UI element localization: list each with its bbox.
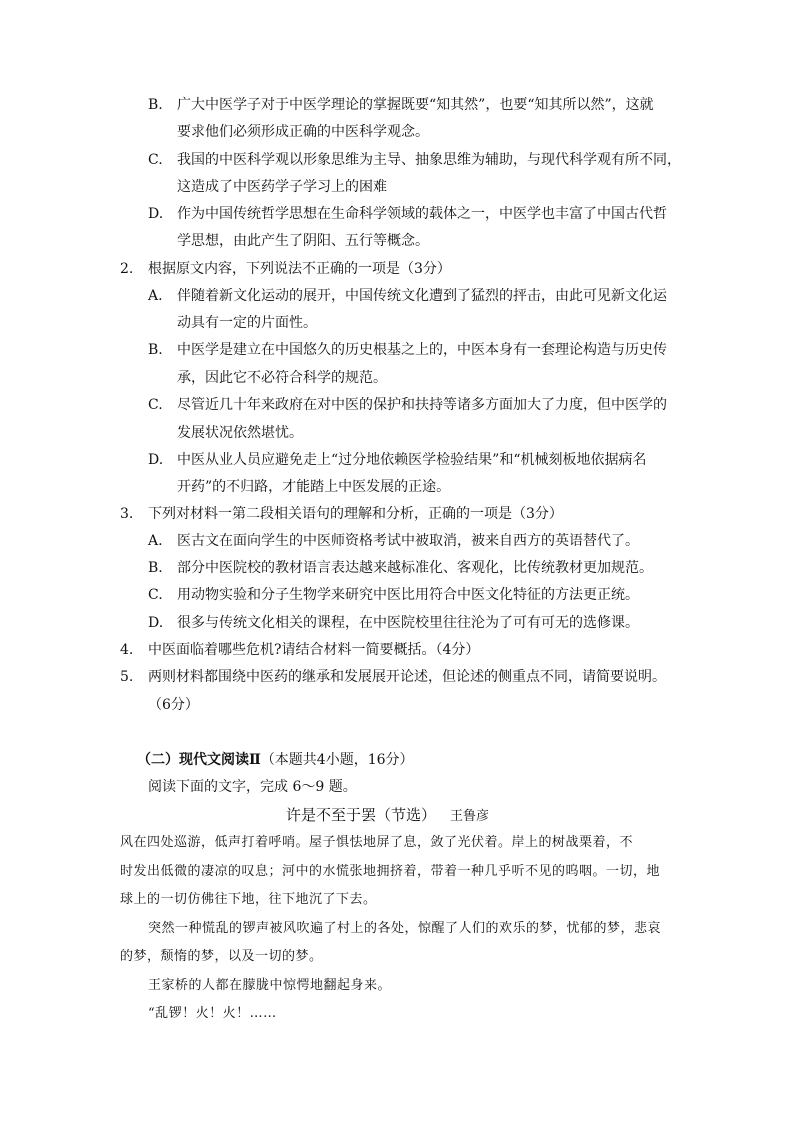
q1-option-c-letter: C.: [148, 152, 163, 168]
q1-option-d-letter: D.: [148, 206, 164, 222]
q3-option-b-line1: 部分中医院校的教材语言表达越来越标准化、客观化，比传统教材更加规范。: [177, 560, 653, 576]
q4-stem: 中医面临着哪些危机?请结合材料一简要概括。（4分）: [148, 642, 480, 658]
passage-line-3: 球上的一切仿佛往下地，往下地沉了下去。: [120, 892, 377, 907]
q2-option-b-line1: 中医学是建立在中国悠久的历史根基之上的，中医本身有一套理论构造与历史传: [177, 342, 667, 358]
q2-option-a-letter: A.: [148, 288, 163, 304]
q1-option-b-line1: 广大中医学子对于中医学理论的掌握既要“知其然”，也要“知其所以然”，这就: [177, 97, 654, 113]
passage-line-2: 时发出低微的凄凉的叹息；河中的水慌张地拥挤着，带着一种几乎听不见的呜咽。一切，地: [120, 864, 661, 879]
q2-option-c-line1: 尽管近几十年来政府在对中医的保护和扶持等诸多方面加大了力度，但中医学的: [177, 397, 667, 413]
q2-stem: 根据原文内容，下列说法不正确的一项是（3分）: [148, 261, 451, 277]
q1-option-c-line2: 这造成了中医药学子学习上的困难: [177, 179, 387, 195]
q1-option-b-line2: 要求他们必须形成正确的中医科学观念。: [177, 124, 429, 140]
section2-heading: [137, 751, 414, 769]
q3-option-c-line1: 用动物实验和分子生物学来研究中医比用符合中医文化特征的方法更正统。: [177, 587, 639, 603]
q1-option-b-letter: B.: [148, 97, 163, 113]
passage-title: 许是不至于罢（节选）: [286, 806, 437, 824]
section2-instruction: 阅读下面的文字，完成 6～9 题。: [148, 779, 357, 795]
section2-heading-bold: （二）现代文阅读Ⅱ: [137, 752, 261, 768]
q2-option-d-line2: 开药”的不归路，才能踏上中医发展的正途。: [177, 479, 451, 495]
passage-line-6: 王家桥的人都在朦胧中惊愕地翻起身来。: [148, 978, 392, 993]
q3-number: 3.: [120, 506, 134, 522]
q2-option-b-line2: 承，因此它不必符合科学的规范。: [177, 370, 387, 386]
q2-option-c-line2: 发展状况依然堪忧。: [177, 425, 303, 441]
q3-option-c-letter: C.: [148, 587, 163, 603]
section2-heading-rest: （本题共4小题，16分）: [260, 752, 414, 768]
q3-option-b-letter: B.: [148, 560, 163, 576]
passage-author: 王鲁彦: [450, 809, 490, 824]
q3-option-a-letter: A.: [148, 533, 163, 549]
q2-number: 2.: [120, 261, 134, 277]
q1-option-d-line1: 作为中国传统哲学思想在生命科学领域的载体之一，中医学也丰富了中国古代哲: [177, 206, 667, 222]
q5-number: 5.: [120, 669, 134, 685]
q2-option-b-letter: B.: [148, 342, 163, 358]
q3-stem: 下列对材料一第二段相关语句的理解和分析，正确的一项是（3分）: [148, 506, 563, 522]
q2-option-a-line2: 动具有一定的片面性。: [177, 315, 317, 331]
passage-line-5: 的梦，颓惰的梦，以及一切的梦。: [120, 949, 323, 964]
q4-number: 4.: [120, 642, 134, 658]
q3-option-a-line1: 医古文在面向学生的中医师资格考试中被取消，被来自西方的英语替代了。: [177, 533, 639, 549]
q2-option-c-letter: C.: [148, 397, 163, 413]
q2-option-d-line1: 中医从业人员应避免走上“过分地依赖医学检验结果”和“机械刻板地依据病名: [177, 452, 647, 468]
q5-stem-line2: （6分）: [148, 697, 199, 713]
q2-option-a-line1: 伴随着新文化运动的展开，中国传统文化遭到了猛烈的抨击，由此可见新文化运: [177, 288, 667, 304]
q1-option-c-line1: 我国的中医科学观以形象思维为主导、抽象思维为辅助，与现代科学观有所不同，: [177, 152, 681, 168]
q1-option-d-line2: 学思想，由此产生了阴阳、五行等概念。: [177, 233, 429, 249]
q2-option-d-letter: D.: [148, 452, 164, 468]
passage-title-line: [286, 805, 489, 827]
passage-line-7: “乱锣！火！火！……: [148, 1006, 277, 1021]
q3-option-d-line1: 很多与传统文化相关的课程，在中医院校里往往沦为了可有可无的选修课。: [177, 615, 639, 631]
q5-stem-line1: 两则材料都围绕中医药的继承和发展展开论述，但论述的侧重点不同，请简要说明。: [148, 669, 666, 685]
passage-line-1: 风在四处巡游，低声打着呼哨。屋子惧怯地屏了息，敛了光伏着。岸上的树战栗着，不: [120, 835, 634, 850]
passage-line-4: 突然一种慌乱的锣声被风吹遍了村上的各处，惊醒了人们的欢乐的梦，忧郁的梦，悲哀: [148, 921, 662, 936]
q3-option-d-letter: D.: [148, 615, 164, 631]
